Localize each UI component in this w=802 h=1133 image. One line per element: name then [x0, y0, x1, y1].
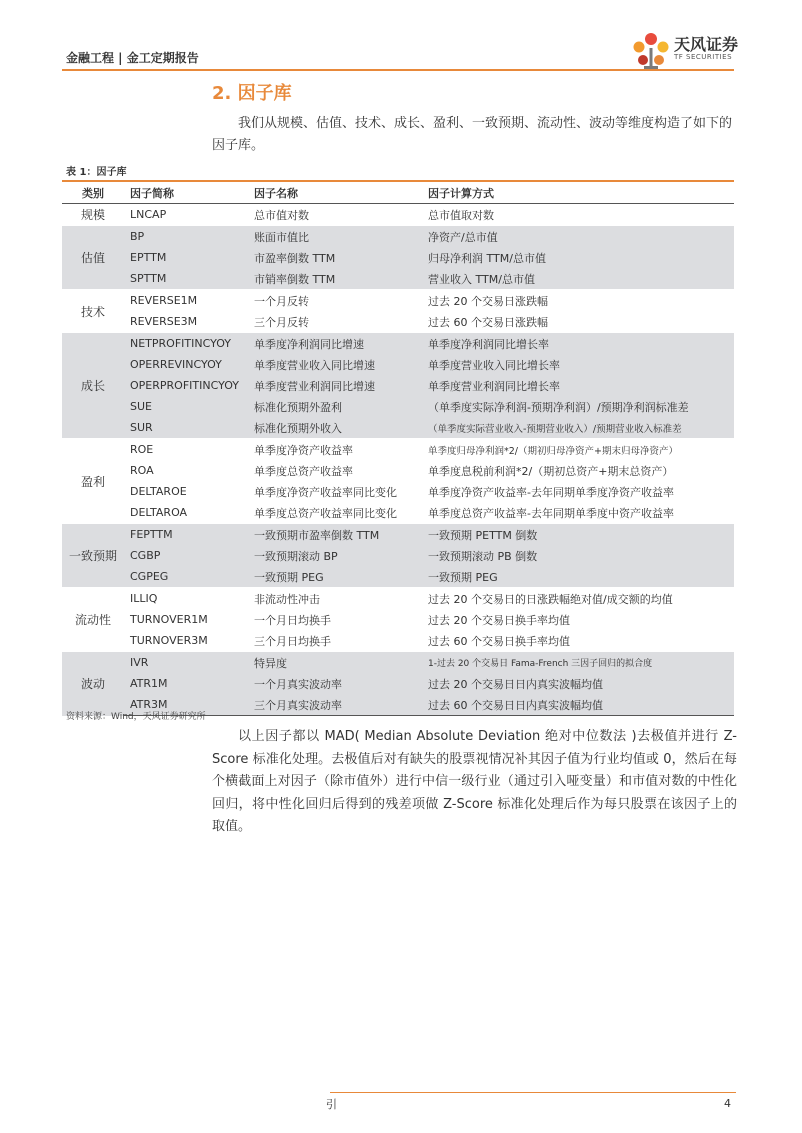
factor-name-cell: 三个月日均换手: [254, 634, 331, 648]
factor-name-cell: 单季度总资产收益率同比变化: [254, 506, 397, 520]
factor-name-cell: 单季度净利润同比增速: [248, 333, 422, 355]
factor-formula-cell: 过去 20 个交易日日内真实波幅均值: [428, 677, 603, 691]
flower-logo-icon: [630, 30, 672, 72]
factor-code-cell: ILLIQ: [124, 588, 248, 610]
factor-group: [62, 204, 734, 226]
category-cell: 技术: [62, 290, 124, 333]
factor-formula-cell: 过去 60 个交易日换手率均值: [428, 634, 570, 648]
header-category: 类别: [82, 186, 104, 200]
table-row: [62, 630, 734, 652]
header-name: 因子名称: [254, 186, 298, 200]
factor-name-cell: 一致预期 PEG: [254, 570, 324, 584]
factor-formula-cell: 单季度归母净利润*2/（期初归母净资产+期末归母净资产）: [422, 439, 734, 461]
factor-formula-cell: 一致预期滚动 PB 倒数: [428, 549, 538, 563]
factor-formula-cell: 一致预期 PETTM 倒数: [422, 524, 734, 546]
factor-name-cell: 总市值对数: [254, 208, 309, 222]
table-row: [62, 652, 734, 674]
page-number: 4: [724, 1097, 731, 1110]
table-row: [62, 204, 734, 226]
table-caption: 表 1：因子库: [66, 167, 127, 178]
table-row: [62, 439, 734, 461]
source-note: 资料来源：Wind，天风证券研究所: [66, 712, 206, 722]
intro-paragraph: 我们从规模、估值、技术、成长、盈利、一致预期、流动性、波动等维度构造了如下的因子库。: [212, 116, 733, 153]
table-row: [62, 354, 734, 375]
category-cell: 一致预期: [62, 524, 124, 588]
factor-code-cell: DELTAROE: [130, 485, 187, 498]
factor-code-cell: ATR3M: [124, 694, 248, 716]
factor-name-cell: 账面市值比: [248, 226, 422, 248]
factor-code-cell: ROE: [124, 439, 248, 461]
factor-code-cell: SPTTM: [130, 272, 167, 285]
factor-formula-cell: 归母净利润 TTM/总市值: [428, 251, 546, 265]
factor-group: [62, 652, 734, 716]
section-title: 2. 因子库: [212, 83, 292, 104]
factor-formula-cell: 过去 20 个交易日涨跌幅: [422, 290, 734, 312]
table-row: [62, 396, 734, 417]
factor-group: [62, 524, 734, 588]
table-row: [62, 481, 734, 502]
factor-name-cell: 单季度净资产收益率: [248, 439, 422, 461]
category-cell: 波动: [62, 652, 124, 716]
table-row: [62, 268, 734, 290]
company-logo: [630, 30, 742, 72]
factor-name-cell: 单季度营业收入同比增速: [254, 358, 375, 372]
table-row: [62, 375, 734, 396]
table-row: [62, 502, 734, 524]
factor-formula-cell: 过去 60 个交易日日内真实波幅均值: [422, 694, 734, 716]
factor-table: [62, 180, 734, 716]
factor-name-cell: 三个月反转: [254, 315, 309, 329]
method-paragraph: 以上因子都以 MAD( Median Absolute Deviation 绝对中位数法 )去极值并进行 Z-Score 标准化处理。去极值后对有缺失的股票视情况补其因子值为行业均值或 0，然后在每个横截面上对因子（除市值外）进行中信一级行业（通过引入哑变量）和市值对数的中性化回归，将中性化回归后得到的残差项做 Z-Score 标准化处理后作为每只股票在该因子上的取值。: [212, 729, 737, 834]
factor-formula-cell: 单季度营业利润同比增长率: [428, 379, 560, 393]
factor-formula-cell: 过去 20 个交易日换手率均值: [428, 613, 570, 627]
table-row: [62, 290, 734, 312]
factor-code-cell: LNCAP: [130, 208, 167, 221]
factor-name-cell: 一个月日均换手: [254, 613, 331, 627]
factor-formula-cell: 单季度总资产收益率-去年同期单季度中资产收益率: [428, 506, 674, 520]
factor-formula-cell: （单季度实际净利润-预期净利润）/预期净利润标准差: [428, 400, 689, 414]
table-row: [62, 673, 734, 694]
factor-formula-cell: 1-过去 20 个交易日 Fama-French 三因子回归的拟合度: [422, 652, 734, 674]
factor-name-cell: 市盈率倒数 TTM: [254, 251, 336, 265]
category-cell: 规模: [80, 208, 105, 222]
factor-formula-cell: 单季度净利润同比增长率: [422, 333, 734, 355]
factor-name-cell: 单季度净资产收益率同比变化: [254, 485, 397, 499]
factor-name-cell: 标准化预期外收入: [254, 421, 342, 435]
factor-name-cell: 单季度营业利润同比增速: [254, 379, 375, 393]
factor-formula-cell: 过去 20 个交易日的日涨跌幅绝对值/成交额的均值: [422, 588, 734, 610]
table-row: [62, 545, 734, 566]
category-cell: 估值: [62, 226, 124, 290]
factor-code-cell: ROA: [130, 464, 154, 477]
factor-group: [62, 333, 734, 439]
factor-formula-cell: 过去 60 个交易日涨跌幅: [428, 315, 548, 329]
report-type-label: 金融工程 | 金工定期报告: [66, 51, 199, 65]
factor-code-cell: EPTTM: [130, 251, 167, 264]
factor-group: [62, 439, 734, 524]
footer-mark: 引: [326, 1098, 337, 1111]
factor-formula-cell: 营业收入 TTM/总市值: [428, 272, 535, 286]
category-cell: 盈利: [62, 439, 124, 524]
factor-formula-cell: 单季度净资产收益率-去年同期单季度净资产收益率: [428, 485, 674, 499]
factor-code-cell: NETPROFITINCYOY: [124, 333, 248, 355]
factor-code-cell: FEPTTM: [124, 524, 248, 546]
logo-chinese-name: 天风证券: [674, 35, 739, 54]
table-header-row: [62, 181, 734, 204]
factor-code-cell: ATR1M: [130, 677, 168, 690]
header-code: 因子简称: [130, 186, 174, 200]
factor-name-cell: 三个月真实波动率: [248, 694, 422, 716]
factor-formula-cell: （单季度实际营业收入-预期营业收入）/预期营业收入标准差: [428, 423, 682, 435]
factor-formula-cell: 净资产/总市值: [422, 226, 734, 248]
table-row: [62, 524, 734, 546]
factor-name-cell: 一致预期滚动 BP: [254, 549, 338, 563]
table-row: [62, 460, 734, 481]
factor-formula-cell: 一致预期 PEG: [428, 570, 498, 584]
table-row: [62, 566, 734, 588]
factor-formula-cell: 总市值取对数: [428, 208, 494, 222]
factor-name-cell: 一个月反转: [248, 290, 422, 312]
logo-english-name: TF SECURITIES: [674, 53, 733, 61]
table-row: [62, 609, 734, 630]
factor-code-cell: BP: [124, 226, 248, 248]
factor-code-cell: OPERREVINCYOY: [130, 358, 222, 371]
factor-group: [62, 588, 734, 652]
table-row: [62, 226, 734, 248]
factor-name-cell: 单季度总资产收益率: [254, 464, 353, 478]
factor-formula-cell: 单季度息税前利润*2/（期初总资产+期末总资产）: [428, 464, 674, 478]
factor-code-cell: CGBP: [130, 549, 161, 562]
factor-name-cell: 特异度: [248, 652, 422, 674]
factor-name-cell: 一个月真实波动率: [254, 677, 342, 691]
factor-name-cell: 一致预期市盈率倒数 TTM: [248, 524, 422, 546]
category-cell: 成长: [62, 333, 124, 439]
table-row: [62, 311, 734, 333]
header-formula: 因子计算方式: [428, 186, 494, 200]
table-row: [62, 588, 734, 610]
table-row: [62, 247, 734, 268]
category-cell: 流动性: [62, 588, 124, 652]
table-row: [62, 417, 734, 439]
factor-group: [62, 290, 734, 333]
footer-divider: [330, 1092, 736, 1093]
factor-code-cell: REVERSE3M: [130, 315, 198, 328]
factor-code-cell: DELTAROA: [130, 506, 188, 519]
factor-code-cell: TURNOVER3M: [130, 634, 208, 647]
factor-name-cell: 市销率倒数 TTM: [254, 272, 336, 286]
factor-name-cell: 非流动性冲击: [248, 588, 422, 610]
header-divider: [62, 69, 734, 71]
factor-name-cell: 标准化预期外盈利: [254, 400, 342, 414]
factor-code-cell: REVERSE1M: [124, 290, 248, 312]
factor-code-cell: SUE: [130, 400, 152, 413]
table-row: [62, 333, 734, 355]
factor-formula-cell: 单季度营业收入同比增长率: [428, 358, 560, 372]
factor-code-cell: SUR: [130, 421, 153, 434]
factor-code-cell: OPERPROFITINCYOY: [130, 379, 239, 392]
factor-code-cell: TURNOVER1M: [130, 613, 208, 626]
factor-group: [62, 226, 734, 290]
factor-code-cell: CGPEG: [130, 570, 169, 583]
factor-code-cell: IVR: [124, 652, 248, 674]
